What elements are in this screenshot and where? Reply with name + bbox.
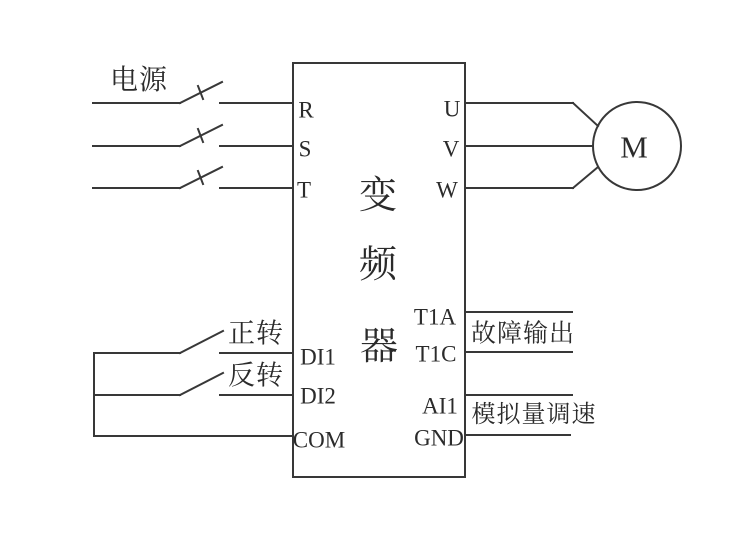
- wire-u: [465, 103, 598, 126]
- terminal-u: U: [443, 96, 461, 122]
- breaker-switch-s: [93, 125, 293, 146]
- terminal-t1c: T1C: [415, 341, 457, 367]
- terminal-t: T: [296, 177, 312, 203]
- terminal-v: V: [442, 136, 460, 162]
- power-label: 电源: [109, 65, 169, 96]
- terminal-ai1: AI1: [422, 393, 458, 419]
- reverse-label: 反转: [228, 360, 284, 391]
- terminal-gnd: GND: [414, 425, 464, 451]
- terminal-com: COM: [292, 427, 346, 453]
- fault-output-label: 故障输出: [470, 320, 576, 348]
- terminal-r: R: [298, 97, 314, 123]
- wire-w: [465, 167, 598, 188]
- inverter-title-char-3: 器: [359, 326, 399, 368]
- forward-label: 正转: [228, 318, 284, 349]
- terminal-w: W: [436, 177, 458, 203]
- motor-label: M: [620, 129, 648, 165]
- terminal-di1: DI1: [300, 344, 336, 370]
- inverter-title-char-2: 频: [358, 244, 398, 286]
- breaker-switch-t: [93, 167, 293, 188]
- analog-speed-label: 模拟量调速: [471, 402, 597, 428]
- terminal-di2: DI2: [300, 383, 336, 409]
- terminal-t1a: T1A: [413, 304, 457, 330]
- inverter-title-char-1: 变: [358, 175, 398, 217]
- terminal-s: S: [298, 136, 312, 162]
